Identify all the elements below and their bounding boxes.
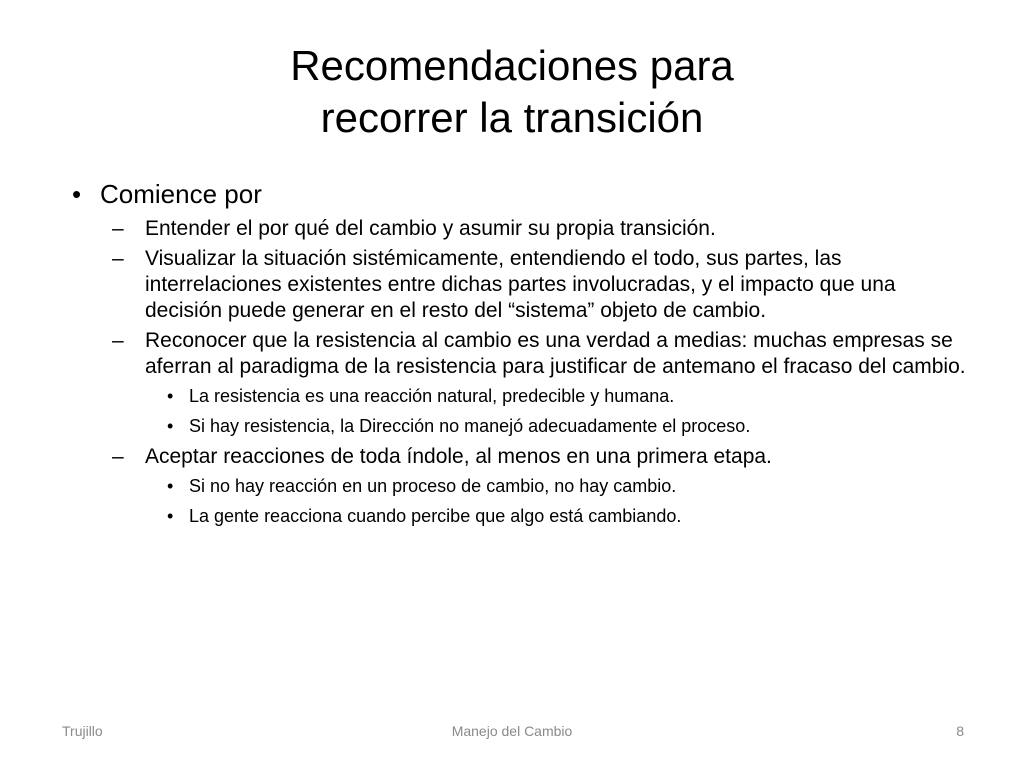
list-item-text: Comience por	[100, 179, 262, 209]
slide-title-line-1: Recomendaciones para	[290, 42, 734, 89]
bullet-dot-icon: •	[167, 476, 174, 496]
list-item	[145, 474, 970, 498]
bullet-dot-icon: •	[167, 506, 174, 526]
footer-location: Trujillo	[62, 723, 103, 739]
list-item	[145, 414, 970, 438]
slide-title-line-2: recorrer la transición	[320, 94, 704, 141]
slide-title	[60, 40, 964, 144]
bullet-list	[60, 178, 970, 534]
list-item	[100, 216, 970, 242]
bullet-dot-icon: •	[72, 179, 82, 209]
list-item-text: La resistencia es una reacción natural, predecible y humana.	[189, 386, 675, 406]
list-item	[145, 384, 970, 408]
list-item-text: Aceptar reacciones de toda índole, al menos en una primera etapa.	[145, 445, 772, 468]
bullet-dash-icon: –	[112, 217, 124, 240]
list-item-text: Reconocer que la resistencia al cambio es una verdad a medias: muchas empresas se aferran al paradigma de la resistencia para justificar de antemano el fracaso del cambio.	[145, 329, 966, 378]
list-item	[100, 328, 970, 438]
list-item	[60, 178, 970, 528]
bullet-dash-icon: –	[112, 329, 124, 352]
bullet-dot-icon: •	[167, 416, 174, 436]
level2-list	[100, 216, 970, 528]
list-item-text: Entender el por qué del cambio y asumir su propia transición.	[145, 217, 716, 240]
list-item-text: Si no hay reacción en un proceso de cambio, no hay cambio.	[189, 476, 677, 496]
list-item	[100, 444, 970, 528]
level3-list	[145, 384, 970, 438]
footer-presentation-title: Manejo del Cambio	[451, 723, 573, 739]
list-item-text: La gente reacciona cuando percibe que algo está cambiando.	[189, 506, 682, 526]
level3-list	[145, 474, 970, 528]
level1-list	[60, 178, 970, 528]
bullet-dot-icon: •	[167, 386, 174, 406]
list-item-text: Si hay resistencia, la Dirección no manejó adecuadamente el proceso.	[189, 416, 751, 436]
list-item	[100, 246, 970, 324]
bullet-dash-icon: –	[112, 445, 124, 468]
list-item-text: Visualizar la situación sistémicamente, entendiendo el todo, sus partes, las interrelaciones existentes entre dichas partes involucradas, y el impacto que una decisión puede generar en el resto del “sistema” objeto de cambio.	[145, 247, 896, 322]
list-item	[145, 504, 970, 528]
footer-slide-number: 8	[956, 723, 964, 739]
bullet-dash-icon: –	[112, 247, 124, 270]
